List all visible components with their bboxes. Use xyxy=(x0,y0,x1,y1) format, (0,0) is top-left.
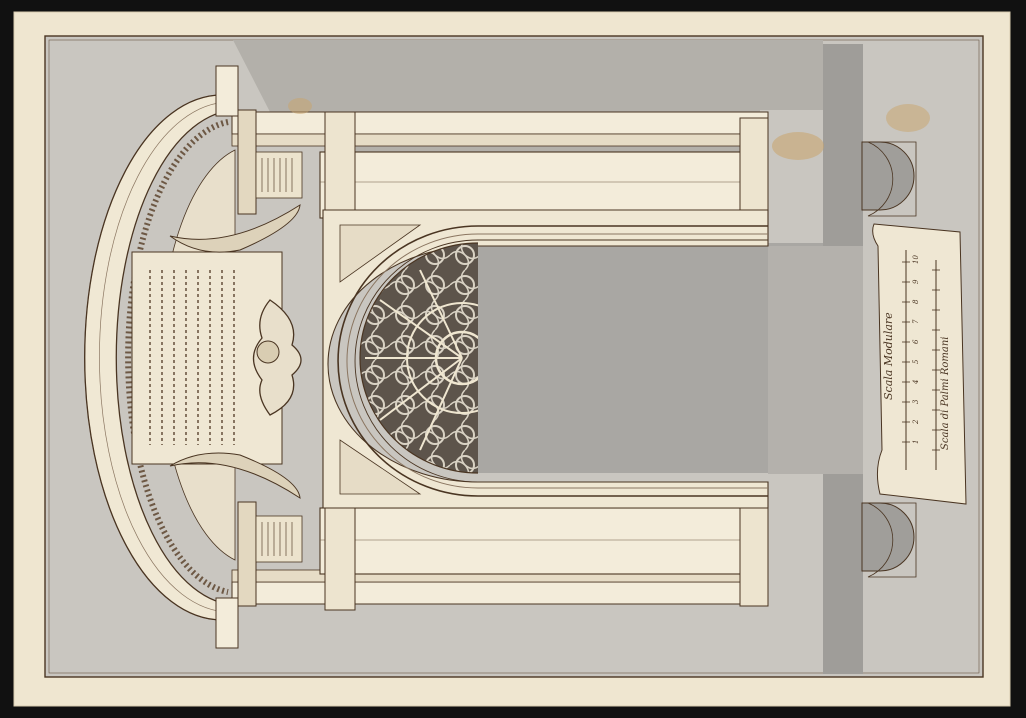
scale-number: 10 xyxy=(912,255,920,264)
entablature-bottom xyxy=(232,582,768,604)
scale-number: 6 xyxy=(912,339,920,344)
entablature-top xyxy=(232,112,768,134)
column-upper xyxy=(320,152,760,218)
scale-number: 1 xyxy=(912,439,920,444)
scale-label-lower: Scala di Palmi Romani xyxy=(940,336,951,450)
foxing-stain xyxy=(772,132,824,160)
scale-number: 9 xyxy=(912,279,920,284)
scale-number: 7 xyxy=(912,319,920,324)
column-lower xyxy=(320,508,760,574)
wall-section-mid xyxy=(768,246,863,474)
capital-lower xyxy=(238,502,256,606)
scale-number: 3 xyxy=(912,399,920,404)
scale-number: 5 xyxy=(912,359,920,364)
scale-number: 4 xyxy=(912,379,920,384)
scale-number: 8 xyxy=(912,299,920,304)
capital-upper xyxy=(238,110,256,214)
scale-label-upper: Scala Modulare xyxy=(882,312,895,400)
scale-number: 2 xyxy=(912,419,920,424)
